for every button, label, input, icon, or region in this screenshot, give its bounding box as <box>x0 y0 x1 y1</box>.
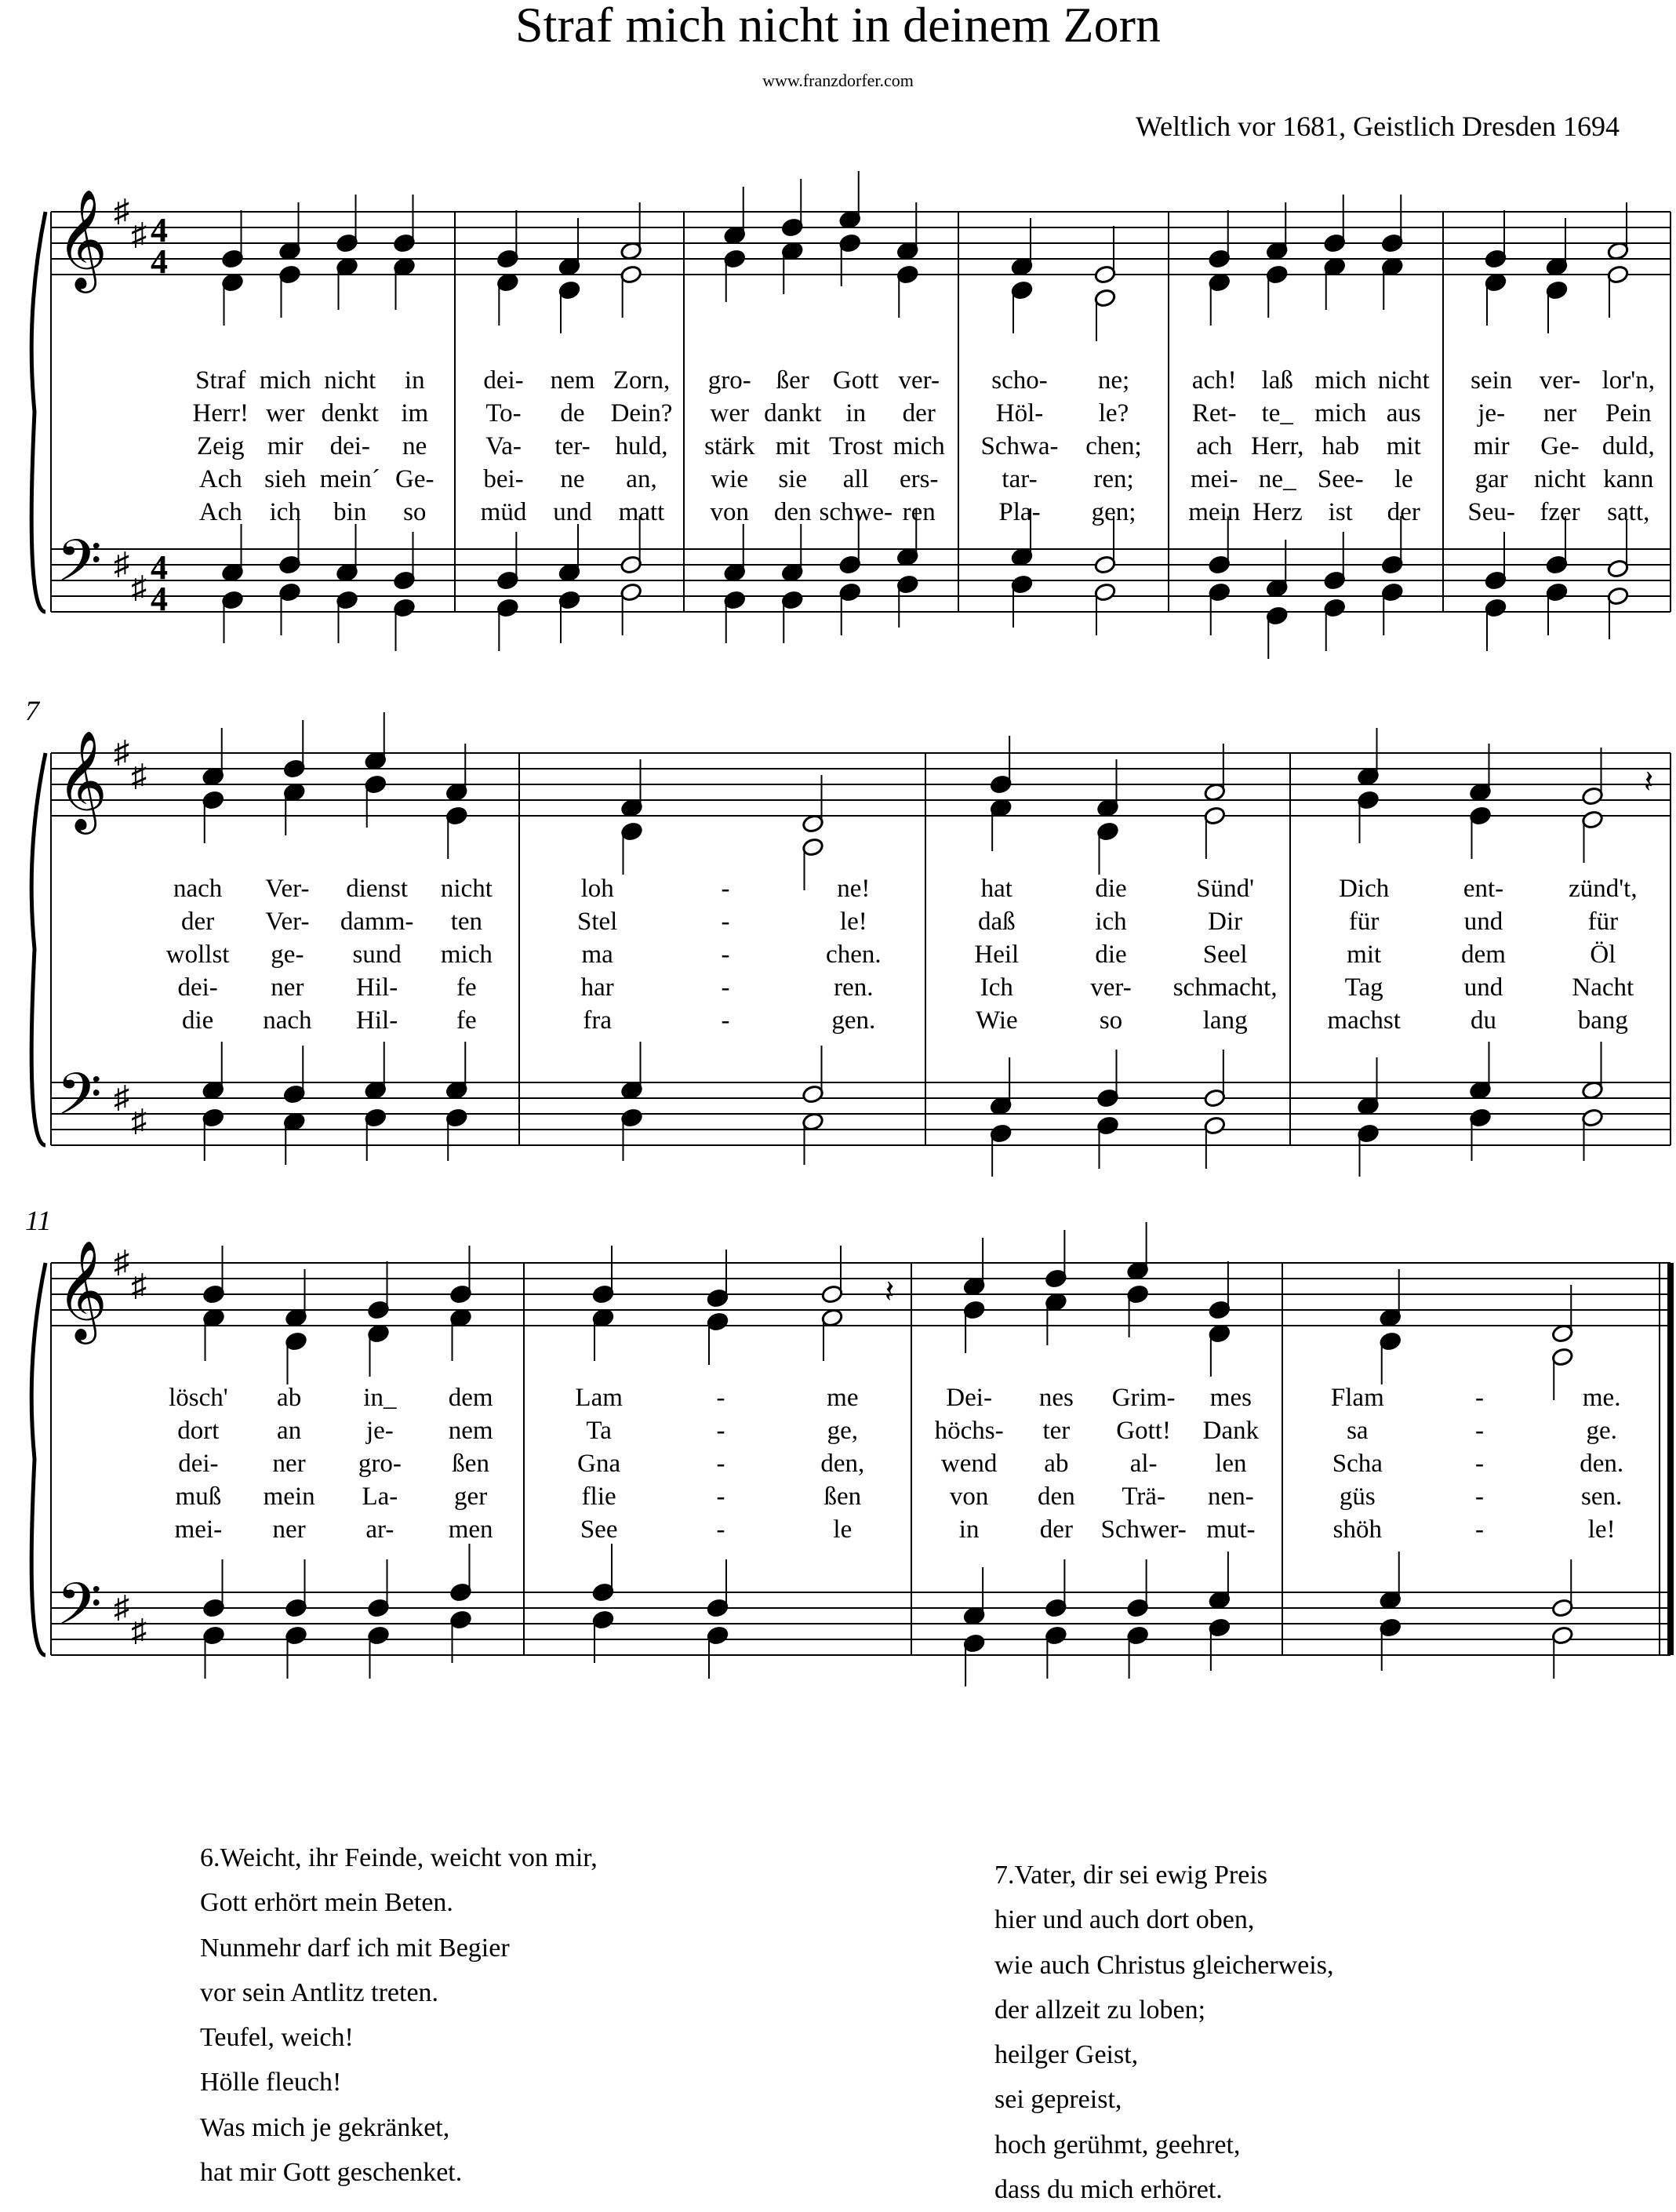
lyric-syllable: - <box>716 1417 725 1445</box>
lyric-syllable: mich <box>1314 399 1367 427</box>
lyric-syllable: im <box>401 399 429 427</box>
lyric-syllable: mei- <box>1191 465 1238 493</box>
sharp-sign: ♯ <box>131 758 147 793</box>
sharp-sign: ♯ <box>114 1079 129 1115</box>
lyric-syllable: me. <box>1582 1384 1621 1412</box>
measure-number: 11 <box>25 1205 52 1236</box>
verse-line: der allzeit zu loben; <box>994 1995 1206 2025</box>
lyric-syllable: den <box>773 498 812 526</box>
lyric-syllable: Seel <box>1202 940 1248 969</box>
lyric-syllable: ter <box>1042 1417 1071 1445</box>
lyric-syllable: sein <box>1471 366 1513 395</box>
lyric-syllable: nicht <box>1377 366 1430 395</box>
lyric-syllable: ner <box>272 1450 306 1478</box>
lyric-syllable: ent- <box>1463 875 1504 903</box>
lyric-syllable: ich <box>1095 908 1127 936</box>
lyric-syllable: nicht <box>324 366 376 395</box>
lyric-syllable: Sünd' <box>1196 875 1255 903</box>
lyric-syllable: - <box>721 940 730 969</box>
lyric-syllable: für <box>1587 908 1619 936</box>
lyric-syllable: - <box>721 875 730 903</box>
lyric-syllable: Ge- <box>1540 432 1580 460</box>
lyric-syllable: Flam <box>1330 1384 1384 1412</box>
lyric-syllable: ge, <box>827 1417 859 1445</box>
lyric-syllable: La- <box>362 1483 398 1511</box>
lyric-syllable: sund <box>352 940 402 969</box>
lyric-syllable: gen. <box>831 1006 876 1035</box>
lyric-syllable: fe <box>456 973 477 1002</box>
lyric-syllable: hab <box>1322 432 1360 460</box>
lyric-syllable: ver- <box>1090 973 1132 1002</box>
lyric-syllable: kann <box>1603 465 1654 493</box>
lyric-syllable: Trost <box>829 432 883 460</box>
lyric-syllable: Grim- <box>1111 1384 1176 1412</box>
lyric-syllable: ge. <box>1586 1417 1617 1445</box>
lyric-syllable: Schwa- <box>980 432 1059 460</box>
verse-line: Was mich je gekränket, <box>200 2112 450 2142</box>
lyric-syllable: lang <box>1202 1006 1248 1035</box>
lyric-syllable: ten <box>450 908 483 936</box>
lyric-syllable: ist <box>1328 498 1353 526</box>
lyric-syllable: To- <box>485 399 522 427</box>
lyric-syllable: Dir <box>1208 908 1243 936</box>
lyric-syllable: schmacht, <box>1172 973 1278 1002</box>
verse-line: Nunmehr darf ich mit Begier <box>200 1933 510 1963</box>
lyric-syllable: mich <box>440 940 493 969</box>
lyric-syllable: nes <box>1038 1384 1074 1412</box>
lyric-syllable: ge- <box>271 940 304 969</box>
lyric-syllable: dei- <box>329 432 370 460</box>
lyric-syllable: so <box>1099 1006 1123 1035</box>
lyric-syllable: - <box>1475 1483 1484 1511</box>
lyric-syllable: machst <box>1327 1006 1401 1035</box>
lyric-syllable: Ta <box>586 1417 612 1445</box>
lyric-syllable: ßen <box>823 1483 862 1511</box>
lyric-syllable: wer <box>710 399 749 427</box>
lyric-syllable: der <box>1039 1515 1073 1544</box>
lyric-syllable: Ver- <box>265 875 310 903</box>
verse-6 <box>200 1835 598 2195</box>
lyric-syllable: Herr! <box>192 399 249 427</box>
lyric-syllable: le <box>833 1515 853 1544</box>
lyric-syllable: ne; <box>1097 366 1130 395</box>
lyric-syllable: nicht <box>440 875 493 903</box>
lyric-syllable: die <box>181 1006 214 1035</box>
lyric-syllable: mein <box>263 1483 315 1511</box>
lyric-syllable: ner <box>272 1515 306 1544</box>
lyric-syllable: den, <box>820 1450 865 1478</box>
lyric-syllable: Ver- <box>265 908 310 936</box>
lyric-syllable: - <box>716 1515 725 1544</box>
lyric-syllable: Schwer- <box>1100 1515 1187 1544</box>
hymn-title: Straf mich nicht in deinem Zorn <box>515 0 1161 53</box>
lyric-syllable: mich <box>1314 366 1367 395</box>
lyric-syllable: - <box>716 1384 725 1412</box>
time-signature: 4 <box>151 548 168 587</box>
lyric-syllable: ne <box>560 465 585 493</box>
lyric-syllable: chen. <box>826 940 882 969</box>
lyric-syllable: die <box>1095 875 1127 903</box>
lyric-syllable: wollst <box>165 940 230 969</box>
lyric-syllable: mir <box>1473 432 1510 460</box>
lyric-syllable: mein <box>1188 498 1241 526</box>
lyric-syllable: chen; <box>1085 432 1142 460</box>
lyric-syllable: denkt <box>321 399 379 427</box>
sharp-sign: ♯ <box>114 193 129 228</box>
verse-line: Hölle fleuch! <box>200 2068 342 2097</box>
lyric-syllable: an <box>277 1417 302 1445</box>
lyric-syllable: nach <box>173 875 223 903</box>
sharp-sign: ♯ <box>114 1244 129 1279</box>
lyric-syllable: Lam <box>575 1384 623 1412</box>
lyric-syllable: mes <box>1209 1384 1252 1412</box>
bass-clef: 𝄢 <box>56 530 102 608</box>
lyric-syllable: dei- <box>177 973 218 1002</box>
lyric-syllable: für <box>1348 908 1380 936</box>
lyric-syllable: me <box>827 1384 859 1412</box>
verse-line: Teufel, weich! <box>200 2023 354 2053</box>
lyric-syllable: stärk <box>704 432 755 460</box>
lyric-syllable: wer <box>266 399 305 427</box>
lyric-syllable: tar- <box>1002 465 1038 493</box>
lyric-syllable: dort <box>177 1417 220 1445</box>
sharp-sign: ♯ <box>131 569 147 605</box>
sharp-sign: ♯ <box>114 734 129 769</box>
lyric-syllable: gro- <box>707 366 751 395</box>
lyric-syllable: von <box>949 1483 989 1511</box>
sharp-sign: ♯ <box>131 216 147 252</box>
lyric-syllable: - <box>721 1006 730 1035</box>
lyric-syllable: Gott <box>832 366 879 395</box>
lyric-syllable: te_ <box>1261 399 1293 427</box>
lyric-syllable: daß <box>978 908 1016 936</box>
treble-clef: 𝄞 <box>56 1242 108 1338</box>
lyric-syllable: Gott! <box>1116 1417 1171 1445</box>
verse-line: wie auch Christus gleicherweis, <box>994 1950 1334 1980</box>
lyric-syllable: mei- <box>174 1515 223 1544</box>
lyric-syllable: damm- <box>340 908 414 936</box>
sharp-sign: ♯ <box>131 1613 147 1648</box>
lyric-syllable: wie <box>711 465 749 493</box>
lyric-syllable: der <box>902 399 936 427</box>
lyric-syllable: bin <box>333 498 367 526</box>
website-url[interactable]: www.franzdorfer.com <box>762 71 914 90</box>
lyric-syllable: müd <box>480 498 527 526</box>
sharp-sign: ♯ <box>131 1268 147 1303</box>
verse-line: 7.Vater, dir sei ewig Preis <box>994 1861 1268 1890</box>
verse-line: vor sein Antlitz treten. <box>200 1977 439 2007</box>
lyric-syllable: ren. <box>834 973 874 1002</box>
lyric-syllable: al- <box>1129 1450 1158 1478</box>
lyric-syllable: ach <box>1196 432 1233 460</box>
lyric-syllable: ver- <box>898 366 940 395</box>
lyric-syllable: ne_ <box>1258 465 1296 493</box>
lyric-syllable: mit <box>775 432 810 460</box>
lyric-syllable: ner <box>271 973 304 1002</box>
verse-7 <box>994 1853 1333 2212</box>
lyric-syllable: in <box>958 1515 980 1544</box>
lyric-syllable: sa <box>1347 1417 1369 1445</box>
time-signature: 4 <box>151 211 168 249</box>
lyric-syllable: len <box>1215 1450 1247 1478</box>
lyric-syllable: ren <box>902 498 936 526</box>
lyric-syllable: ßer <box>776 366 809 395</box>
lyric-syllable: matt <box>618 498 665 526</box>
lyric-syllable: Zeig <box>197 432 245 460</box>
lyric-syllable: Dich <box>1339 875 1390 903</box>
lyric-syllable: flie <box>581 1483 616 1511</box>
lyric-syllable: die <box>1095 940 1127 969</box>
treble-clef: 𝄞 <box>56 733 108 828</box>
lyric-syllable: ter- <box>554 432 591 460</box>
verse-line: heilger Geist, <box>994 2040 1139 2070</box>
lyric-syllable: laß <box>1261 366 1293 395</box>
lyric-syllable: gen; <box>1091 498 1136 526</box>
lyric-syllable: satt, <box>1607 498 1650 526</box>
lyric-syllable: ßen <box>452 1450 489 1478</box>
lyric-syllable: ren; <box>1093 465 1134 493</box>
lyric-syllable: dei- <box>178 1450 219 1478</box>
lyric-syllable: bei- <box>483 465 524 493</box>
verse-line: 6.Weicht, ihr Feinde, weicht von mir, <box>200 1843 598 1872</box>
lyric-syllable: güs <box>1339 1483 1376 1511</box>
lyric-syllable: mir <box>267 432 304 460</box>
lyric-syllable: Ach <box>198 498 242 526</box>
lyric-syllable: und <box>1463 908 1503 936</box>
quarter-rest: 𝄽 <box>1644 764 1654 799</box>
lyric-syllable: Dei- <box>946 1384 992 1412</box>
lyric-syllable: mich <box>893 432 945 460</box>
lyric-syllable: Öl <box>1590 940 1616 969</box>
lyric-syllable: Pein <box>1605 399 1652 427</box>
verse-line: hoch gerühmt, geehret, <box>994 2130 1241 2159</box>
lyric-syllable: Höl- <box>995 399 1044 427</box>
lyric-syllable: - <box>716 1450 725 1478</box>
attribution: Weltlich vor 1681, Geistlich Dresden 1694 <box>1136 111 1620 142</box>
lyric-syllable: Stel <box>576 908 618 936</box>
lyric-syllable: Ach <box>198 465 242 493</box>
lyric-syllable: scho- <box>991 366 1048 395</box>
lyric-syllable: Dank <box>1202 1417 1260 1445</box>
lyric-syllable: huld, <box>615 432 668 460</box>
lyric-syllable: an, <box>626 465 657 493</box>
lyric-syllable: lösch' <box>169 1384 228 1412</box>
lyric-syllable: nach <box>263 1006 312 1035</box>
lyric-syllable: dienst <box>346 875 409 903</box>
lyric-syllable: fra <box>583 1006 612 1035</box>
lyric-syllable: Scha <box>1332 1450 1383 1478</box>
lyric-syllable: ne! <box>837 875 871 903</box>
lyric-syllable: du <box>1471 1006 1496 1035</box>
lyric-syllable: lor'n, <box>1601 366 1656 395</box>
lyric-syllable: shöh <box>1332 1515 1383 1544</box>
lyric-syllable: und <box>553 498 592 526</box>
lyric-syllable: Ret- <box>1191 399 1237 427</box>
lyric-syllable: duld, <box>1601 432 1655 460</box>
lyric-syllable: hat <box>980 875 1013 903</box>
lyric-syllable: Wie <box>976 1006 1018 1035</box>
lyric-syllable: dankt <box>764 399 822 427</box>
sharp-sign: ♯ <box>114 546 129 581</box>
lyric-syllable: Trä- <box>1122 1483 1165 1511</box>
lyric-syllable: mit <box>1347 940 1382 969</box>
bass-clef: 𝄢 <box>56 1574 102 1651</box>
lyric-syllable: - <box>721 973 730 1002</box>
lyric-syllable: le <box>1394 465 1413 493</box>
lyric-syllable: höchs- <box>934 1417 1004 1445</box>
lyric-syllable: den. <box>1580 1450 1624 1478</box>
time-signature: 4 <box>151 242 168 281</box>
lyric-syllable: dem <box>448 1384 493 1412</box>
lyric-syllable: Ge- <box>395 465 434 493</box>
lyric-syllable: ab <box>1044 1450 1069 1478</box>
lyric-syllable: le! <box>839 908 867 936</box>
lyric-syllable: ar- <box>365 1515 394 1544</box>
lyric-syllable: Herr, <box>1251 432 1304 460</box>
lyric-syllable: ab <box>277 1384 302 1412</box>
lyric-syllable: mein´ <box>319 465 380 493</box>
lyric-syllable: Nacht <box>1572 973 1634 1002</box>
lyric-syllable: ach! <box>1191 366 1237 395</box>
lyric-syllable: schwe- <box>819 498 893 526</box>
lyric-syllable: nen- <box>1208 1483 1254 1511</box>
lyric-syllable: mut- <box>1206 1515 1256 1544</box>
brace <box>31 753 45 1145</box>
lyric-syllable: in <box>845 399 867 427</box>
lyric-syllable: muß <box>175 1483 222 1511</box>
lyric-syllable: in_ <box>363 1384 397 1412</box>
lyric-syllable: ne <box>402 432 427 460</box>
verse-line: sei gepreist, <box>994 2085 1122 2115</box>
lyric-syllable: je- <box>365 1417 394 1445</box>
lyric-syllable: aus <box>1386 399 1421 427</box>
lyric-syllable: - <box>1475 1417 1484 1445</box>
lyric-syllable: Tag <box>1344 973 1383 1002</box>
bass-clef: 𝄢 <box>56 1064 102 1141</box>
lyric-syllable: - <box>721 908 730 936</box>
lyric-syllable: - <box>1475 1515 1484 1544</box>
lyric-syllable: Va- <box>485 432 522 460</box>
lyric-syllable: Ich <box>980 973 1013 1002</box>
brace <box>31 212 45 612</box>
lyric-syllable: nem <box>448 1417 493 1445</box>
lyric-syllable: le? <box>1098 399 1129 427</box>
lyric-syllable: mich <box>259 366 311 395</box>
lyric-syllable: - <box>716 1483 725 1511</box>
verse-line: hat mir Gott geschenket. <box>200 2158 463 2188</box>
lyric-syllable: ma <box>581 940 613 969</box>
lyric-syllable: Seu- <box>1467 498 1515 526</box>
brace <box>31 1263 45 1655</box>
lyric-syllable: von <box>710 498 749 526</box>
lyric-syllable: ner <box>1543 399 1577 427</box>
lyric-syllable: in <box>404 366 425 395</box>
lyric-syllable: fzer <box>1540 498 1580 526</box>
lyric-syllable: Zorn, <box>613 366 671 395</box>
lyric-syllable: fe <box>456 1006 477 1035</box>
lyric-syllable: har <box>580 973 614 1002</box>
quarter-rest: 𝄽 <box>885 1274 895 1309</box>
lyric-syllable: - <box>1475 1384 1484 1412</box>
lyric-syllable: der <box>1387 498 1420 526</box>
verse-line: hier und auch dort oben, <box>994 1905 1255 1935</box>
lyric-syllable: loh <box>580 875 614 903</box>
lyric-syllable: Gna <box>577 1450 621 1478</box>
lyric-syllable: und <box>1463 973 1503 1002</box>
lyric-syllable: dem <box>1461 940 1506 969</box>
lyric-syllable: Dein? <box>610 399 673 427</box>
lyric-syllable: gro- <box>358 1450 402 1478</box>
lyric-syllable: Heil <box>974 940 1020 969</box>
lyric-syllable: nem <box>550 366 595 395</box>
lyric-syllable: ger <box>454 1483 488 1511</box>
lyric-syllable: Pla- <box>998 498 1041 526</box>
treble-clef: 𝄞 <box>56 191 108 287</box>
verse-line: Gott erhört mein Beten. <box>200 1888 453 1918</box>
lyric-syllable: der <box>181 908 215 936</box>
lyric-syllable: bang <box>1577 1006 1628 1035</box>
lyric-syllable: Straf <box>195 366 246 395</box>
lyric-syllable: ich <box>269 498 301 526</box>
lyric-syllable: nicht <box>1534 465 1586 493</box>
measure-number: 7 <box>25 695 39 726</box>
lyric-syllable: zünd't, <box>1569 875 1638 903</box>
sharp-sign: ♯ <box>131 1103 147 1138</box>
verse-line: dass du mich erhöret. <box>994 2175 1223 2205</box>
lyric-syllable: wend <box>940 1450 998 1478</box>
lyric-syllable: gar <box>1474 465 1508 493</box>
lyric-syllable: de <box>560 399 585 427</box>
lyric-syllable: le! <box>1587 1515 1616 1544</box>
lyric-syllable: so <box>403 498 427 526</box>
lyric-syllable: - <box>1475 1450 1484 1478</box>
lyric-syllable: See- <box>1317 465 1364 493</box>
lyric-syllable: men <box>448 1515 493 1544</box>
lyric-syllable: mit <box>1386 432 1421 460</box>
lyric-syllable: ver- <box>1539 366 1581 395</box>
sharp-sign: ♯ <box>114 1589 129 1624</box>
lyric-syllable: See <box>580 1515 618 1544</box>
lyric-syllable: Herz <box>1252 498 1303 526</box>
lyric-syllable: den <box>1038 1483 1075 1511</box>
lyric-syllable: sie <box>778 465 808 493</box>
lyric-syllable: all <box>842 465 869 493</box>
lyric-syllable: je- <box>1478 399 1506 427</box>
lyric-syllable: ers- <box>900 465 939 493</box>
lyric-syllable: sieh <box>264 465 307 493</box>
lyric-syllable: dei- <box>483 366 524 395</box>
lyric-syllable: Hil- <box>356 973 398 1002</box>
lyric-syllable: Hil- <box>356 1006 398 1035</box>
lyric-syllable: sen. <box>1581 1483 1623 1511</box>
time-signature: 4 <box>151 580 168 618</box>
